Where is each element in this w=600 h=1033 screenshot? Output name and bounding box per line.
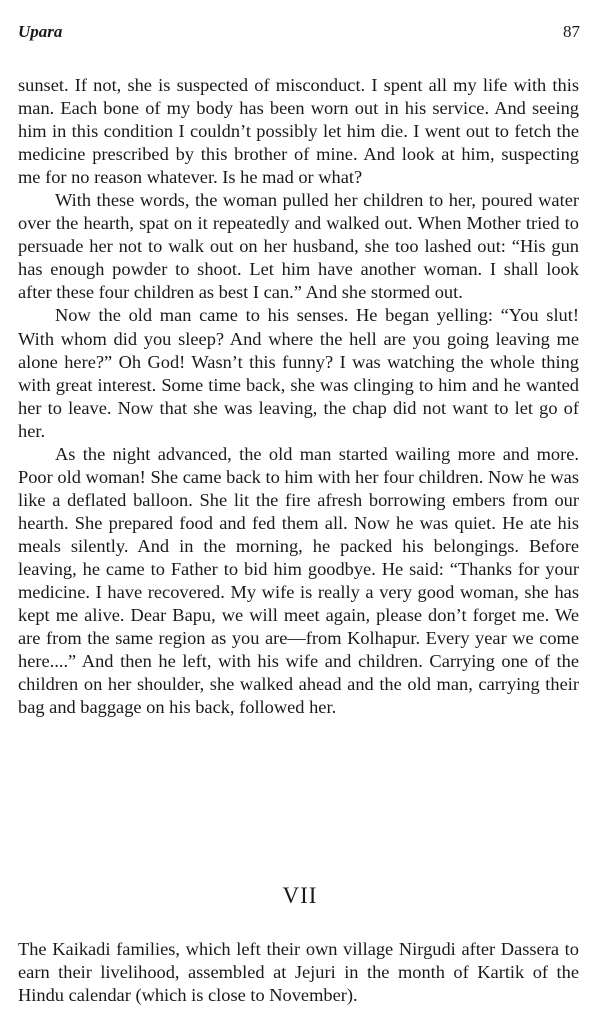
running-title: Upara (18, 22, 63, 41)
section-opening-paragraph: The Kaikadi families, which left their own village Nirgudi after Dassera to earn their livelihood, assembled at Jejuri in the month of Kartik of the Hindu calendar (which is close to November). (18, 939, 579, 1006)
section-heading: VII (282, 883, 318, 908)
page-number: 87 (563, 22, 580, 41)
running-head (18, 22, 580, 44)
paragraph-continued: sunset. If not, she is suspected of misconduct. I spent all my life with this man. Each bone of my body has been worn out in his service. And seeing him in this condition I couldn’t possibly let him die. I went out to fetch the medicine prescribed by this brother of mine. And look at him, suspecting me for no reason whatever. Is he mad or what? (18, 75, 579, 188)
section-body (18, 938, 579, 1007)
paragraph: With these words, the woman pulled her children to her, poured water over the hearth, spat on it repeatedly and walked out. When Mother tried to persuade her not to walk out on her husband, she too lashed out: “His gun has enough powder to shoot. Let him have another woman. I shall look after these four children as best I can.” And she stormed out. (18, 190, 579, 303)
paragraph: As the night advanced, the old man started wailing more and more. Poor old woman! She came back to him with her four children. Now he was like a deflated balloon. She lit the fire afresh borrowing embers from our hearth. She prepared food and fed them all. Now he was quiet. He ate his meals silently. And in the morning, he packed his belongings. Before leaving, he came to Father to bid him goodbye. He said: “Thanks for your medicine. I have recovered. My wife is really a very good woman, she has kept me alive. Dear Bapu, we will meet again, please don’t forget me. We are from the same region as you are—from Kolhapur. Every year we come here....” And then he left, with his wife and children. Carrying one of the children on her shoulder, she walked ahead and the old man, carrying their bag and baggage on his back, followed her. (18, 443, 579, 718)
paragraph: Now the old man came to his senses. He began yelling: “You slut! With whom did you sleep? And where the hell are you going leaving me alone here?” Oh God! Wasn’t this funny? I was watching the whole thing with great interest. Some time back, she was clinging to him and he wanted her to leave. Now that she was leaving, the chap did not want to let go of her. (18, 305, 579, 441)
chapter-body (18, 74, 579, 719)
